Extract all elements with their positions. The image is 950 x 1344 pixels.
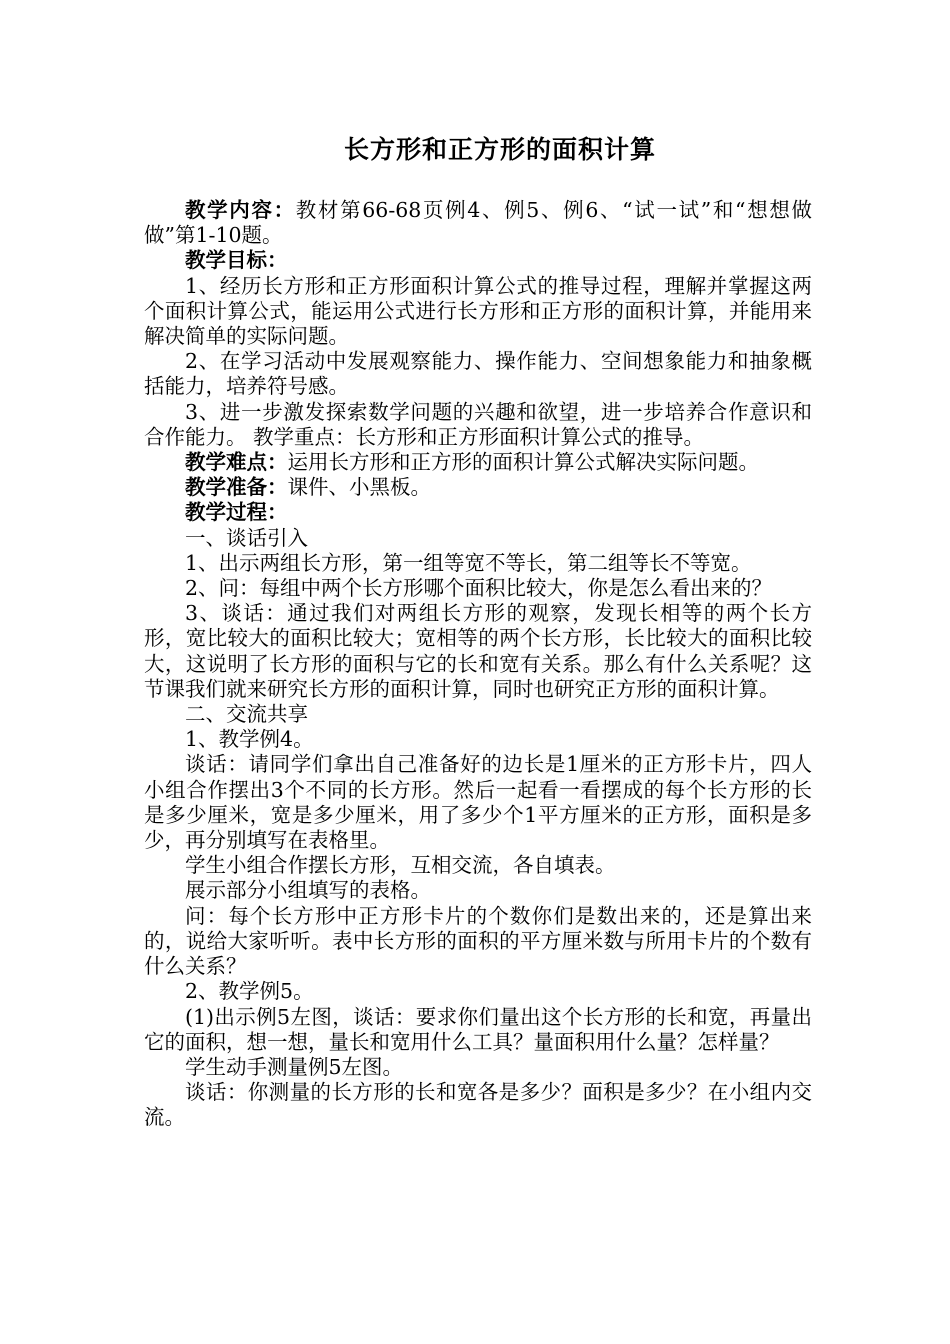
paragraph-label: 教学过程： — [185, 500, 288, 525]
paragraph-example-5-step-1 — [144, 1005, 812, 1055]
paragraph-text: 1、教学例4。 — [185, 727, 314, 752]
paragraph-text: (1)出示例5左图，谈话：要求你们量出这个长方形的长和宽，再量出它的面积，想一想，量长和宽用什么工具？量面积用什么量？怎样量？ — [144, 1004, 812, 1054]
paragraph-label: 教学准备： — [185, 475, 288, 500]
paragraph-teaching-content — [144, 198, 812, 248]
paragraph-goal-1 — [144, 274, 812, 350]
section-heading-share — [144, 702, 812, 727]
paragraph-goal-3 — [144, 400, 812, 450]
paragraph-text: 二、交流共享 — [185, 702, 308, 727]
paragraph-text: 3、进一步激发探索数学问题的兴趣和欲望，进一步培养合作意识和合作能力。 教学重点：长方形和正方形面积计算公式的推导。 — [144, 399, 812, 449]
paragraph-text: 1、经历长方形和正方形面积计算公式的推导过程，理解并掌握这两个面积计算公式，能运用公式进行长方形和正方形的面积计算，并能用来解决简单的实际问题。 — [144, 273, 812, 349]
paragraph-preparation — [144, 475, 812, 500]
paragraph-text: 运用长方形和正方形的面积计算公式解决实际问题。 — [287, 450, 759, 475]
document-title: 长方形和正方形的面积计算 — [343, 135, 656, 164]
paragraph-text: 2、教学例5。 — [185, 979, 314, 1004]
paragraph-group-work — [144, 853, 812, 878]
paragraph-talk-1 — [144, 752, 812, 853]
paragraph-question — [144, 904, 812, 980]
paragraph-talk-2 — [144, 1080, 812, 1130]
paragraph-text: 教材第66-68页例4、例5、例6、“试一试”和“想想做做”第1-10题。 — [144, 198, 813, 248]
paragraph-text: 2、在学习活动中发展观察能力、操作能力、空间想象能力和抽象概括能力，培养符号感。 — [144, 349, 812, 399]
paragraph-text: 1、出示两组长方形，第一组等宽不等长，第二组等长不等宽。 — [185, 550, 752, 575]
paragraph-text: 学生小组合作摆长方形，互相交流，各自填表。 — [185, 853, 616, 878]
paragraph-text: 一、谈话引入 — [185, 525, 308, 550]
section-heading-intro — [144, 526, 812, 551]
paragraph-text: 谈话：请同学们拿出自己准备好的边长是1厘米的正方形卡片，四人小组合作摆出3个不同的长方形。然后一起看一看摆成的每个长方形的长是多少厘米，宽是多少厘米，用了多少个1平方厘米的正方形，面积是多少，再分别填写在表格里。 — [144, 752, 812, 853]
paragraph-text: 问：每个长方形中正方形卡片的个数你们是数出来的，还是算出来的，说给大家听听。表中长方形的面积的平方厘米数与所用卡片的个数有什么关系？ — [144, 903, 812, 979]
paragraph-teaching-goals — [144, 248, 812, 273]
paragraph-process — [144, 500, 812, 525]
paragraph-intro-1 — [144, 551, 812, 576]
paragraph-label: 教学内容： — [185, 198, 296, 222]
paragraph-text: 2、问：每组中两个长方形哪个面积比较大，你是怎么看出来的？ — [185, 576, 773, 601]
document-body — [144, 198, 812, 1131]
paragraph-text: 展示部分小组填写的表格。 — [185, 878, 431, 903]
paragraph-text: 学生动手测量例5左图。 — [185, 1054, 404, 1079]
paragraph-label: 教学难点： — [185, 450, 288, 475]
paragraph-text: 3、谈话：通过我们对两组长方形的观察，发现长相等的两个长方形，宽比较大的面积比较大；宽相等的两个长方形，长比较大的面积比较大，这说明了长方形的面积与它的长和宽有关系。那么有什么关系呢？这节课我们就来研究长方形的面积计算，同时也研究正方形的面积计算。 — [144, 601, 812, 701]
paragraph-text: 谈话：你测量的长方形的长和宽各是多少？面积是多少？在小组内交流。 — [144, 1080, 812, 1130]
paragraph-show-tables — [144, 878, 812, 903]
paragraph-example-5 — [144, 979, 812, 1004]
paragraph-example-4 — [144, 727, 812, 752]
paragraph-difficulty — [144, 450, 812, 475]
paragraph-measure — [144, 1055, 812, 1080]
paragraph-goal-2 — [144, 349, 812, 399]
paragraph-text: 课件、小黑板。 — [287, 475, 431, 500]
paragraph-label: 教学目标： — [185, 248, 288, 273]
paragraph-intro-3 — [144, 601, 812, 702]
paragraph-intro-2 — [144, 576, 812, 601]
